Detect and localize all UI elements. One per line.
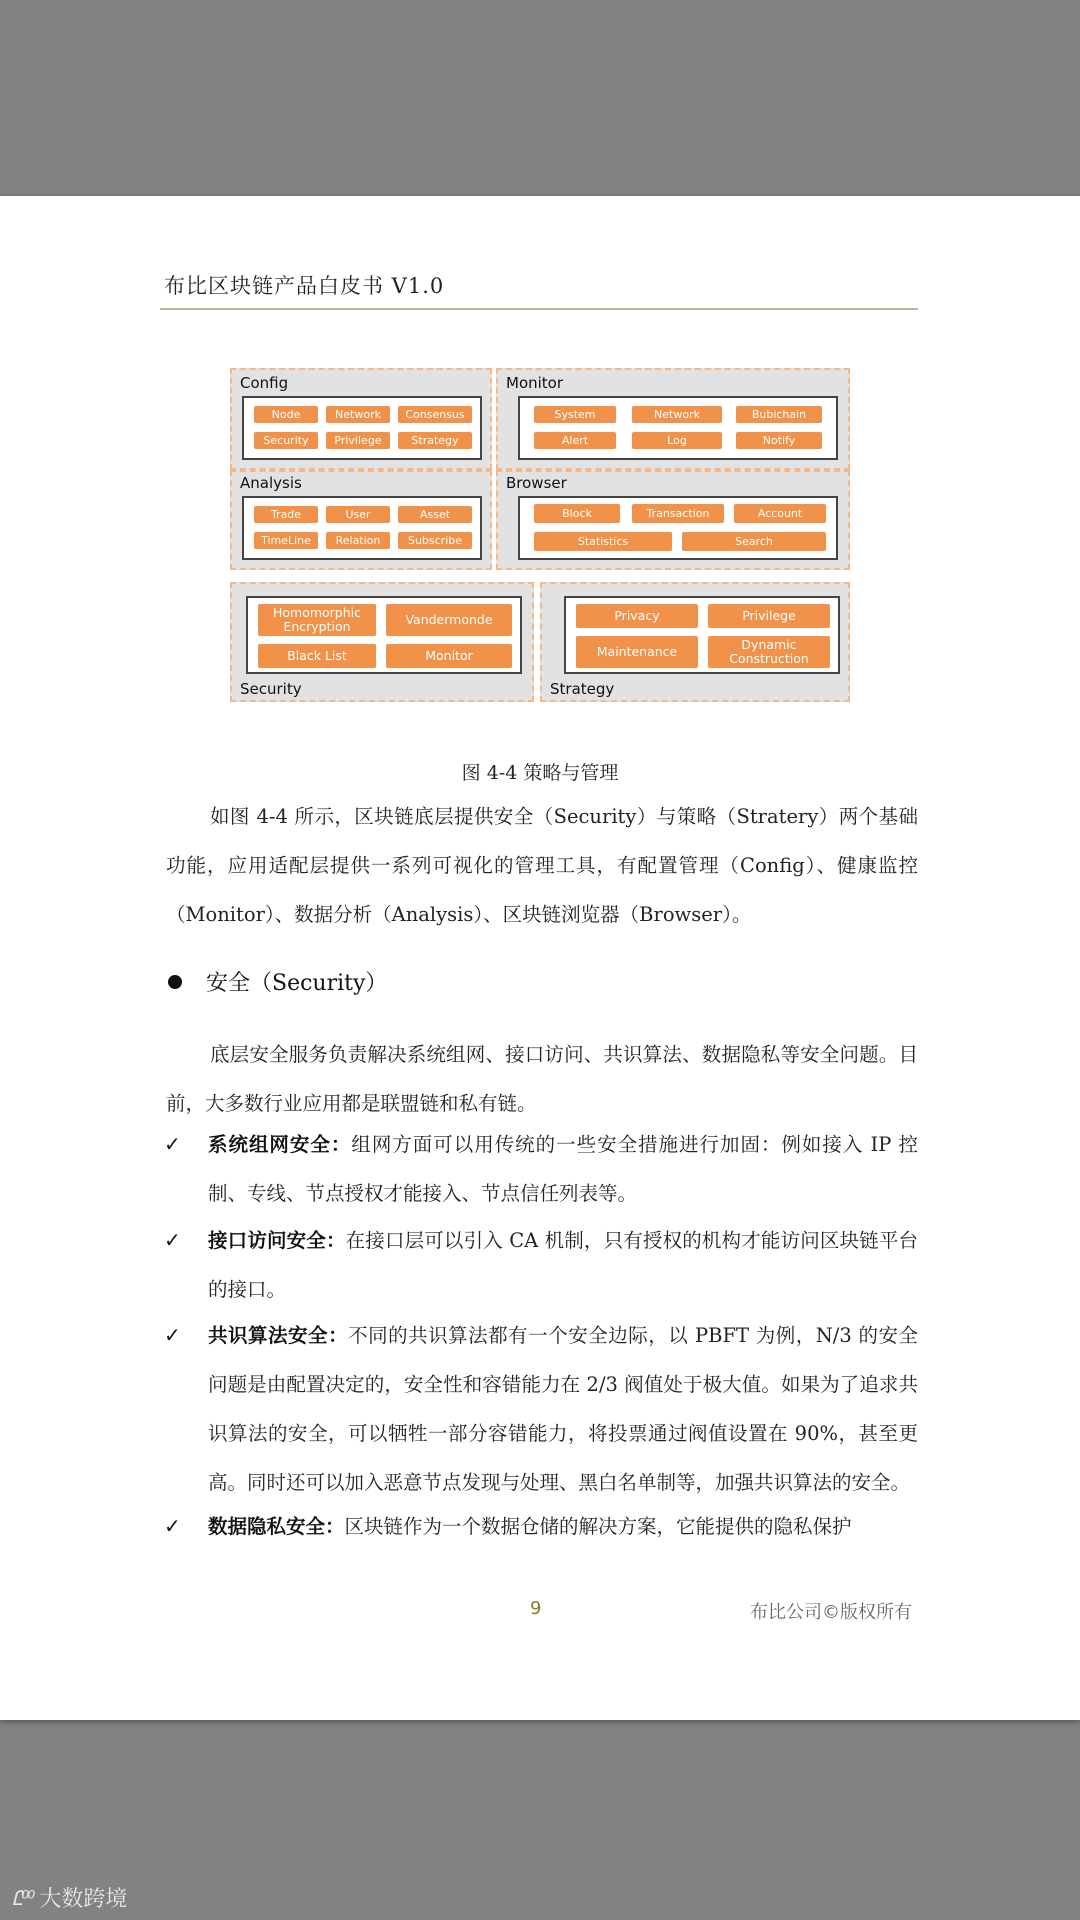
security-panel [230,582,534,702]
browser-panel-title: Browser [506,474,567,492]
figure-caption: 图 4-4 策略与管理 [461,762,619,784]
config-inner-box [242,396,482,460]
check-icon: ✓ [164,1514,181,1538]
chip: Privilege [326,432,390,449]
chip: Block [534,504,620,523]
monitor-inner-box [518,396,838,460]
list-item-term: 接口访问安全： [208,1229,346,1252]
chip: Privilege [708,604,830,628]
list-item [164,1502,918,1551]
chip: Monitor [386,644,512,668]
check-icon: ✓ [164,1132,181,1156]
header-divider [160,308,918,310]
chip: Search [682,532,826,551]
list-item-text: 区块链作为一个数据仓储的解决方案，它能提供的隐私保护 [344,1515,852,1538]
chip: Statistics [534,532,672,551]
chip: System [534,406,616,423]
chip: Strategy [398,432,472,449]
chip: Privacy [576,604,698,628]
list-item-text: 组网方面可以用传统的一些安全措施进行加固：例如接入 IP 控制、专线、节点授权才能接入、节点信任列表等。 [208,1133,918,1205]
chip: Network [632,406,722,423]
chip: Subscribe [398,532,472,549]
list-item-term: 系统组网安全： [208,1133,352,1156]
chip: Black List [258,644,376,668]
chip: Transaction [632,504,724,523]
config-panel [230,368,492,470]
chip: Consensus [398,406,472,423]
analysis-inner-box [242,496,482,560]
document-header-title: 布比区块链产品白皮书 V1.0 [164,274,445,298]
chip: Node [254,406,318,423]
analysis-panel-title: Analysis [240,474,302,492]
browser-panel [496,470,850,570]
chip: Relation [326,532,390,549]
section-heading [166,966,387,997]
page-number: 9 [530,1598,542,1619]
chip: Maintenance [576,636,698,668]
architecture-figure [230,368,850,702]
chip: Log [632,432,722,449]
list-item-term: 数据隐私安全： [208,1515,345,1538]
intro-paragraph: 如图 4-4 所示，区块链底层提供安全（Security）与策略（Stratery）两个基础功能，应用适配层提供一系列可视化的管理工具，有配置管理（Config）、健康监控（Monitor）、数据分析（Analysis）、区块链浏览器（Browser）。 [166,805,918,926]
app-watermark [12,1882,127,1913]
chip: Network [326,406,390,423]
list-item [164,1311,918,1507]
strategy-inner-box [564,596,840,674]
chip: TimeLine [254,532,318,549]
list-item [164,1216,918,1314]
monitor-panel-title: Monitor [506,374,564,392]
bullet-icon [168,975,182,989]
list-item-text: 不同的共识算法都有一个安全边际，以 PBFT 为例，N/3 的安全问题是由配置决定的，安全性和容错能力在 2/3 阀值处于极大值。如果为了追求共识算法的安全，可以牺牲一部分容错能力，将投票通过阀值设置在 90%，甚至更高。同时还可以加入恶意节点发现与处理、黑白名单制等，加强共识算法的安全。 [208,1324,918,1494]
watermark-logo-icon: Ꮭ⁰⁰ [12,1885,34,1910]
analysis-panel [230,470,492,570]
list-item-text: 在接口层可以引入 CA 机制，只有授权的机构才能访问区块链平台的接口。 [208,1229,918,1301]
security-inner-box [246,596,522,674]
section-heading-text: 安全（Security） [206,971,388,996]
monitor-panel [496,368,850,470]
document-page [0,196,1080,1720]
watermark-text: 大数跨境 [39,1887,128,1912]
strategy-panel [540,582,850,702]
check-icon: ✓ [164,1228,181,1252]
chip: Trade [254,506,318,523]
chip: Notify [736,432,822,449]
browser-inner-box [518,496,838,560]
strategy-panel-title: Strategy [550,680,615,698]
security-panel-title: Security [240,680,302,698]
config-panel-title: Config [240,374,289,392]
chip: Security [254,432,318,449]
chip: Account [734,504,826,523]
list-item-term: 共识算法安全： [208,1324,349,1347]
check-icon: ✓ [164,1323,181,1347]
list-item [164,1120,918,1218]
chip: Homomorphic Encryption [258,604,376,636]
chip: Asset [398,506,472,523]
chip: Bubichain [736,406,822,423]
chip: Dynamic Construction [708,636,830,668]
chip: Alert [534,432,616,449]
copyright-text: 布比公司©版权所有 [750,1602,912,1623]
section-intro-paragraph: 底层安全服务负责解决系统组网、接口访问、共识算法、数据隐私等安全问题。目前，大多数行业应用都是联盟链和私有链。 [166,1043,918,1115]
chip: Vandermonde [386,604,512,636]
chip: User [326,506,390,523]
